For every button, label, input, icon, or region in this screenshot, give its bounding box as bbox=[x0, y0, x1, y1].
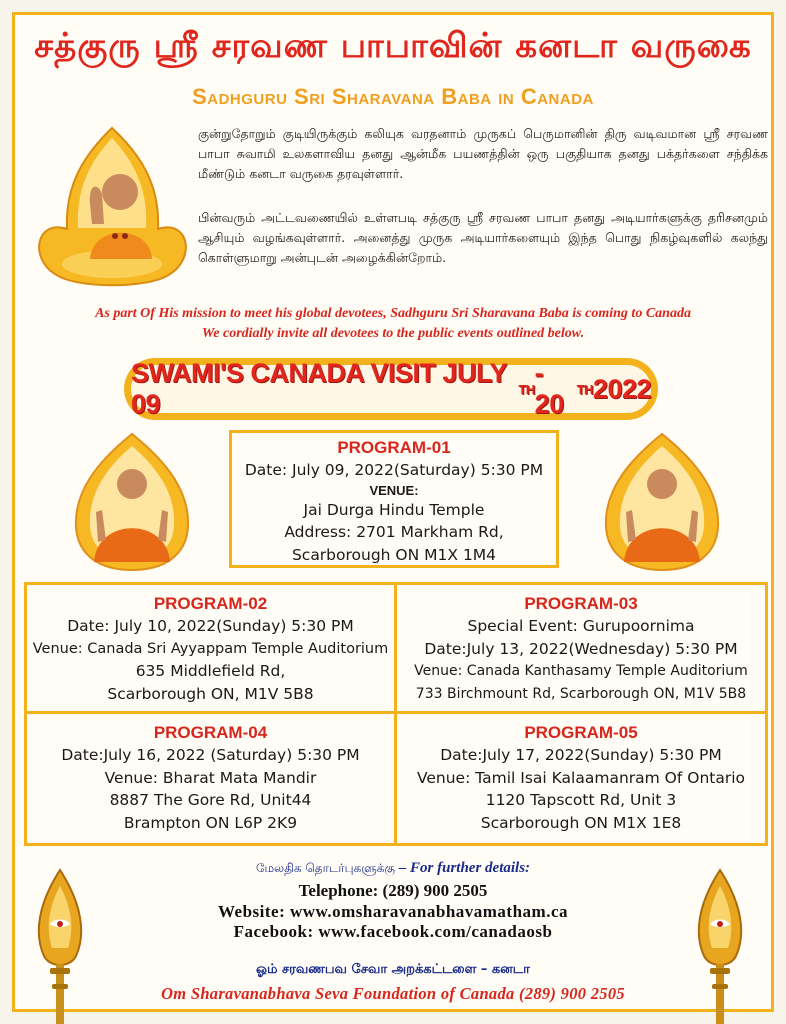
contact-heading bbox=[0, 860, 786, 877]
mission-line-1: As part Of His mission to meet his global devotees, Sadhguru Sri Sharavana Baba is coming to Canada bbox=[95, 306, 691, 321]
contact-website[interactable]: Website: www.omsharavanabhavamatham.ca bbox=[217, 902, 569, 921]
program-01-date: Date: July 09, 2022(Saturday) 5:30 PM bbox=[244, 461, 544, 479]
org-name-tamil: ஓம் சரவணபவ சேவா அறக்கட்டளை – கனடா bbox=[256, 962, 530, 977]
banner-prefix: SWAMI'S CANADA VISIT JULY 09 bbox=[131, 358, 507, 419]
program-03-event: Special Event: Gurupoornima bbox=[467, 617, 695, 635]
program-03-date: Date:July 13, 2022(Wednesday) 5:30 PM bbox=[424, 639, 738, 658]
program-05-venue: Venue: Tamil Isai Kalaamanram Of Ontario bbox=[416, 768, 746, 787]
program-04-heading: PROGRAM-04 bbox=[153, 723, 268, 742]
contact-heading-english: – For further details: bbox=[395, 860, 531, 876]
title-english: Sadhguru Sri Sharavana Baba in Canada bbox=[192, 84, 594, 109]
banner-sup-1: TH bbox=[518, 381, 535, 397]
program-05-address-1: 1120 Tapscott Rd, Unit 3 bbox=[485, 791, 677, 809]
program-02-venue: Venue: Canada Sri Ayyappam Temple Auditorium bbox=[32, 640, 389, 657]
contact-telephone: Telephone: (289) 900 2505 bbox=[298, 881, 488, 900]
swami-portrait-right bbox=[602, 432, 722, 572]
program-03-card bbox=[394, 582, 768, 714]
program-04-venue: Venue: Bharat Mata Mandir bbox=[104, 768, 317, 787]
contact-heading-tamil: மேலதிக தொடர்புகளுக்கு bbox=[255, 861, 396, 875]
org-name-english: Om Sharavanabhava Seva Foundation of Canada (289) 900 2505 bbox=[161, 984, 625, 1003]
program-02-date: Date: July 10, 2022(Sunday) 5:30 PM bbox=[67, 617, 354, 635]
program-05-date: Date:July 17, 2022(Sunday) 5:30 PM bbox=[440, 746, 722, 764]
program-02-card bbox=[24, 582, 397, 714]
intro-paragraph-2: பின்வரும் அட்டவணையில் உள்ளபடி சத்குரு ஸ்ரீ சரவண பாபா தனது அடியார்களுக்கு தரிசனமும் ஆசியும் வழங்கவுள்ளார். அனைத்து முருக அடியார்களையும் இந்த பொது நிகழ்வுகளில் கலந்து கொள்ளுமாறு அன்புடன் அழைக்கின்றோம். bbox=[198, 210, 768, 265]
banner-sup-2: TH bbox=[576, 381, 593, 397]
banner-middle: - 20 bbox=[534, 358, 564, 419]
program-01-heading: PROGRAM-01 bbox=[337, 438, 451, 457]
swami-portrait-lotus bbox=[30, 124, 195, 299]
program-04-card bbox=[24, 711, 397, 846]
program-02-heading: PROGRAM-02 bbox=[153, 594, 268, 613]
swami-portrait-left bbox=[72, 432, 192, 572]
visit-banner bbox=[124, 358, 658, 420]
program-01-card bbox=[229, 430, 559, 568]
mission-line-2: We cordially invite all devotees to the public events outlined below. bbox=[201, 326, 585, 341]
visit-banner-text bbox=[131, 358, 651, 419]
program-04-address-2: Brampton ON L6P 2K9 bbox=[123, 813, 298, 832]
program-01-address-2: Scarborough ON M1X 1M4 bbox=[291, 545, 497, 564]
program-04-address-1: 8887 The Gore Rd, Unit44 bbox=[109, 791, 312, 809]
program-01-venue-label: VENUE: bbox=[369, 482, 419, 498]
program-05-card bbox=[394, 711, 768, 846]
program-05-address-2: Scarborough ON M1X 1E8 bbox=[480, 813, 682, 832]
banner-suffix: 2022 bbox=[592, 373, 651, 404]
title-tamil: சத்குரு ஸ்ரீ சரவண பாபாவின் கனடா வருகை bbox=[34, 26, 752, 66]
program-03-venue: Venue: Canada Kanthasamy Temple Auditorium bbox=[414, 663, 748, 679]
program-03-address: 733 Birchmount Rd, Scarborough ON, M1V 5B8 bbox=[415, 685, 747, 702]
program-02-address-2: Scarborough ON, M1V 5B8 bbox=[107, 684, 314, 703]
program-05-heading: PROGRAM-05 bbox=[524, 723, 638, 742]
program-01-venue: Jai Durga Hindu Temple bbox=[303, 500, 485, 519]
program-01-address-1: Address: 2701 Markham Rd, bbox=[284, 523, 504, 541]
program-04-date: Date:July 16, 2022 (Saturday) 5:30 PM bbox=[61, 746, 360, 764]
program-03-heading: PROGRAM-03 bbox=[524, 594, 638, 613]
intro-paragraph-1: குன்றுதோறும் குடியிருக்கும் கலியுக வரதனாம் முருகப் பெருமானின் திரு வடிவமான ஸ்ரீ சரவண பாபா சுவாமி உலகளாவிய தனது ஆன்மீக பயணத்தின் ஒரு பகுதியாக தனது பக்தர்களை சந்திக்க மீண்டும் கனடா வருகை தரவுள்ளார். bbox=[198, 126, 768, 181]
program-02-address-1: 635 Middlefield Rd, bbox=[135, 662, 286, 680]
contact-facebook[interactable]: Facebook: www.facebook.com/canadaosb bbox=[233, 922, 553, 941]
